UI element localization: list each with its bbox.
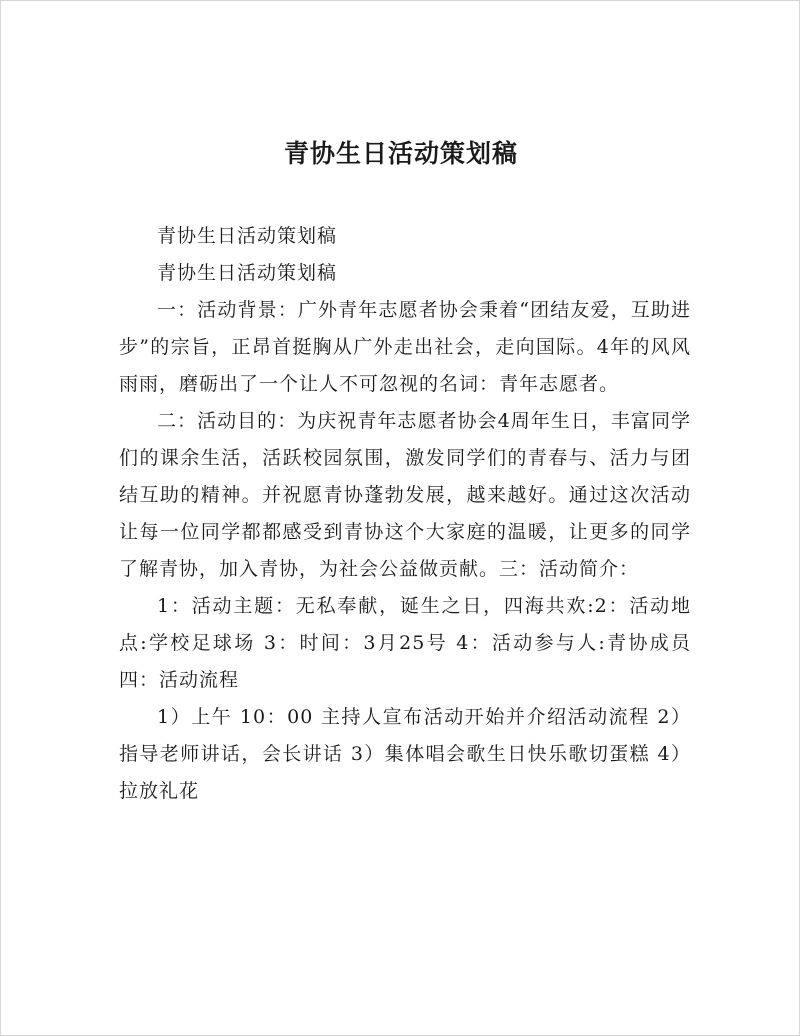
paragraph-purpose: 二：活动目的：为庆祝青年志愿者协会4周年生日，丰富同学们的课余生活，活跃校园氛围，激发同学们的青春与、活力与团结互助的精神。并祝愿青协蓬勃发展，越来越好。通过这次活动让每一位同学都都感受到青协这个大家庭的温暖，让更多的同学了解青协，加入青协，为社会公益做贡献。三：活动简介： xyxy=(119,410,691,580)
paragraph-details: 1：活动主题：无私奉献，诞生之日，四海共欢:2：活动地点:学校足球场 3：时间：3月25号 4：活动参与人:青协成员四：活动流程 xyxy=(119,595,691,691)
paragraph-subtitle-1: 青协生日活动策划稿 xyxy=(157,225,338,247)
paragraph-background: 一：活动背景：广外青年志愿者协会秉着“团结友爱，互助进步”的宗旨，正昂首挺胸从广外走出社会，走向国际。4年的风风雨雨，磨砺出了一个让人不可忽视的名词：青年志愿者。 xyxy=(119,299,691,395)
paragraph-subtitle-2: 青协生日活动策划稿 xyxy=(157,262,338,284)
document-body xyxy=(119,218,691,810)
paragraph-schedule: 1）上午 10：00 主持人宣布活动开始并介绍活动流程 2）指导老师讲话，会长讲话 3）集体唱会歌生日快乐歌切蛋糕 4）拉放礼花 xyxy=(119,706,691,802)
document-title: 青协生日活动策划稿 xyxy=(283,139,518,168)
